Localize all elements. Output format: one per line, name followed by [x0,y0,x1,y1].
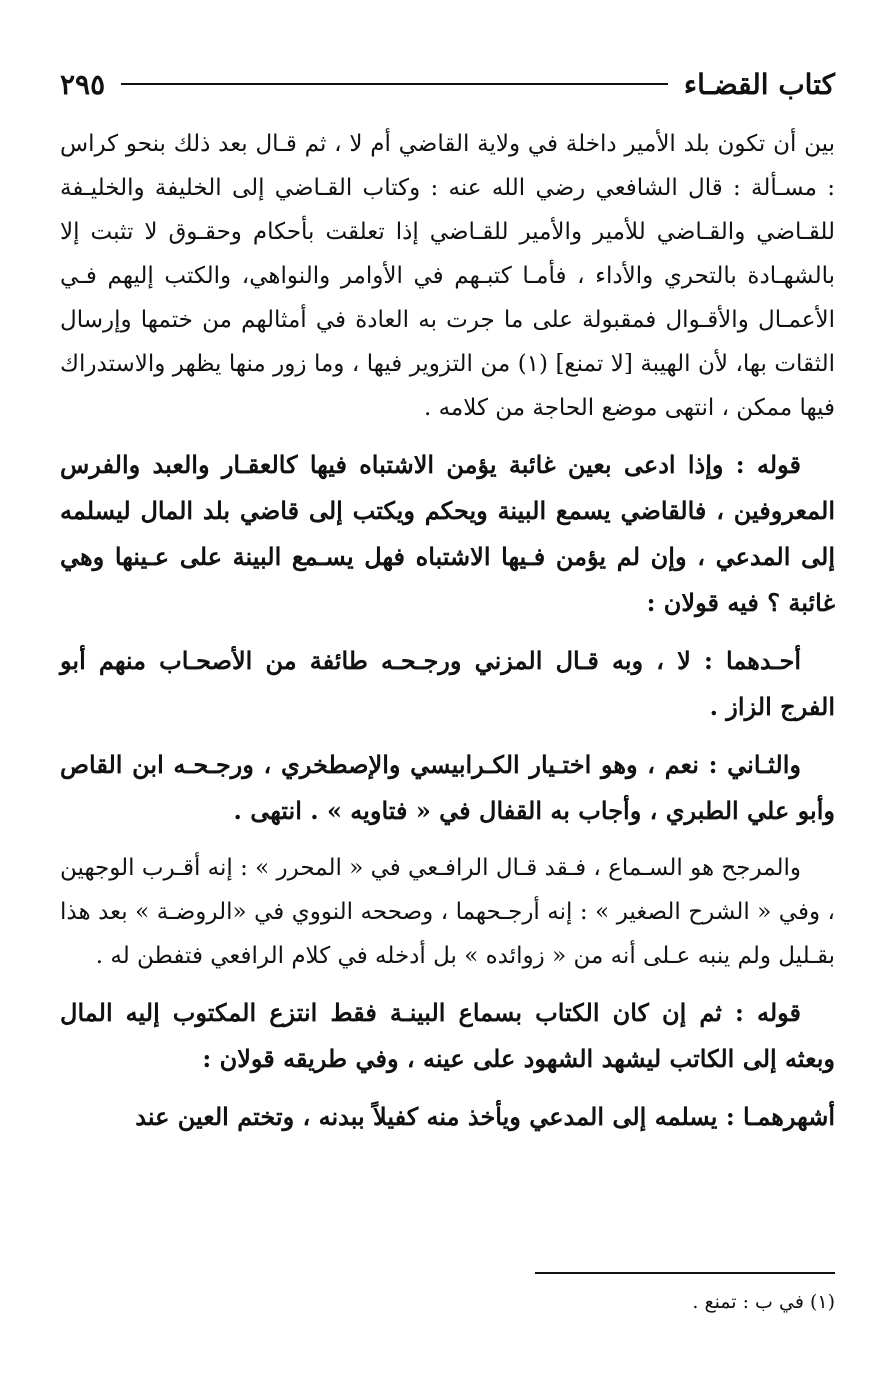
page-number: ٢٩٥ [60,67,106,101]
paragraph-7: أشهرهمـا : يسلمه إلى المدعي ويأخذ منه كفيلاً ببدنه ، وتختم العين عند [135,1102,835,1131]
paragraph-6: قوله : ثم إن كان الكتاب بسماع البينـة فقط انتزع المكتوب إليه المال وبعثه إلى الكاتب ليشهد الشهود على عينه ، وفي طريقه قولان : [60,998,835,1073]
footnote: (١) في ب : تمنع . [692,1291,835,1313]
page-body [60,122,835,1140]
paragraph-3: أحـدهما : لا ، وبه قـال المزني ورجـحـه طائفة من الأصحـاب منهم أبو الفرج الزاز . [60,646,835,721]
page-header [60,60,835,108]
chapter-title: كتاب القضـاء [683,67,835,101]
paragraph-4: والثـاني : نعم ، وهو اختـيار الكـرابيسي والإصطخري ، ورجـحـه ابن القاص وأبو علي الطبري ، وأجاب به القفال في « فتاويه » . انتهى . [60,750,835,825]
paragraph-2: قوله : وإذا ادعى بعين غائبة يؤمن الاشتباه فيها كالعقـار والعبد والفرس المعروفين ، فالقاضي يسمع البينة ويحكم ويكتب إلى قاضي بلد المال ليسلمه إلى المدعي ، وإن لم يؤمن فـيها الاشتباه فهل يسـمع البينة على عـينها وهي غائبة ؟ فيه قولان : [60,450,835,617]
document-page [60,60,835,1350]
paragraph-5: والمرجح هو السـماع ، فـقد قـال الرافـعي في « المحرر » : إنه أقـرب الوجهين ، وفي « الشرح الصغير » : إنه أرجـحهما ، وصححه النووي في «الروضـة » بعد هذا بقـليل ولم ينبه عـلى أنه من « زوائده » بل أدخله في كلام الرافعي فتفطن له . [60,855,835,969]
paragraph-1: بين أن تكون بلد الأمير داخلة في ولاية القاضي أم لا ، ثم قـال بعد ذلك بنحو كراس : مسـألة : قال الشافعي رضي الله عنه : وكتاب القـاضي إلى الخليفة والخليـفة للقـاضي والقـاضي للأمير والأمير للقـاضي إذا تعلقت بأحكام وحقـوق لا تثبت إلا بالشهـادة بالتحري والأداء ، فأمـا كتبـهم في الأوامر والنواهي، والكتب إليهم فـي الأعمـال والأقـوال فمقبولة على ما جرت به العادة في أمثالهم من ختمها وإرسال الثقات بها، لأن الهيبة [لا تمنع] (١) من التزوير فيها ، وما زور منها يظهر والاستدراك فيها ممكن ، انتهى موضع الحاجة من كلامه . [60,131,835,421]
header-rule [121,83,668,85]
footnote-rule [535,1272,835,1274]
